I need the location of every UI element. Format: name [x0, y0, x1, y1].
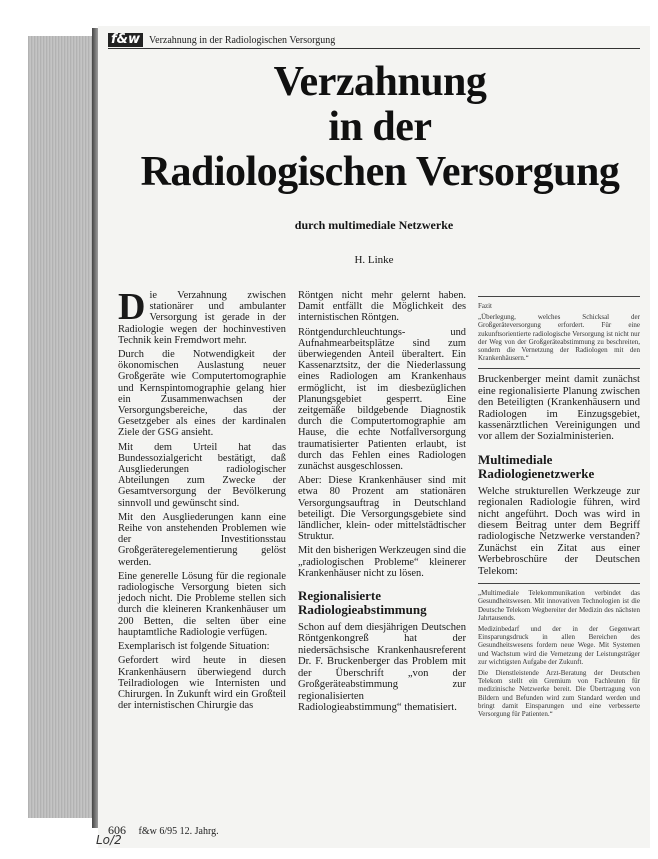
- paragraph: Welche strukturellen Werkzeuge zur regionalen Radiologie führen, wird nicht angeführt. Doch was wird in diesem Beitrag unter dem Begriff radiologische Netzwerke verstanden? Zunächst ein Zitat aus einer Werbebroschüre der Deutschen Telekom:: [478, 485, 640, 577]
- paragraph: Bruckenberger meint damit zunächst eine regionalisierte Planung zwischen den Beteiligten (Krankenhäusern und Radiologen im Einzugsgebiet, kassenärztlichen Vereinigungen und vor allem der Sozialministerien.: [478, 374, 640, 443]
- divider: [478, 583, 640, 584]
- quote-label: Fazit: [478, 302, 492, 310]
- quote-text: „Multimediale Telekommunikation verbindet das Gesundheitswesen. Mit innovativen Technologien ist die Deutsche Telekom Wegbereiter der Medizin des nächsten Jahrtausends.: [478, 589, 640, 622]
- divider: [478, 368, 640, 369]
- paragraph-text: ie Verzahnung zwischen stationärer und ambulanter Versorgung ist gerade in der Radiologie wegen der hochinvestiven Technik kein Fremdwort mehr.: [118, 290, 286, 346]
- text-column-1: [118, 286, 286, 714]
- drop-cap: D: [118, 286, 146, 328]
- page-footer: [108, 823, 468, 838]
- running-header: [108, 32, 640, 49]
- title-line: Radiologischen Versorgung: [140, 149, 620, 195]
- page-number: 606: [108, 823, 126, 837]
- title-line: Verzahnung: [273, 59, 487, 105]
- paragraph: Schon auf dem diesjährigen Deutschen Röntgenkongreß hat der niedersächsische Krankenhausreferent Dr. F. Bruckenberger das Problem mit der Überschrift „von der Großgeräteabstimmung zur regionalisierten Radiologieabstimmung“ thematisiert.: [298, 622, 466, 713]
- paragraph: Mit den Ausgliederungen kann eine Reihe von anstehenden Problemen wie der Investitionsstau Großgeräteregelementierung gelöst werden.: [118, 511, 286, 568]
- paragraph: Mit dem Urteil hat das Bundessozialgericht bestätigt, daß Ausgliederungen radiologischer Abteilungen zum Zwecke der Gesamtversorgung der Bevölkerung sinnvoll und gewünscht sind.: [118, 441, 286, 509]
- paragraph: Durch die Notwendigkeit der ökonomischen Auslastung neuer Großgeräte wie Computertomographie und Kernspintomographie gelang hier ein Zusammenwachsen der Versorgungsbereiche, das der Gesetzgeber als eines der kardinalen Ziele der GSG ansieht.: [118, 349, 286, 439]
- quote-text: Die Dienstleistende Arzt-Beratung der Deutschen Telekom stellt ein Gremium von Fachleuten für medizinische Netzwerke bereit. Die Übertragung von Bildern und Befunden wird zum Standard werden und bringt damit Einsparungen und eine verbesserte Versorgung für Patienten.“: [478, 668, 640, 718]
- handwritten-note: Lo/2: [96, 833, 122, 847]
- book-page-edges: [28, 36, 96, 818]
- quote-text: Medizinbedarf und der in der Gegenwart Einsparungsdruck in allen Bereichen des Gesundheitswesens fordern neue Wege. Mit Systemen und Wachstum wird die Vernetzung der Leistungsträger zur wichtigsten Aufgabe der Zukunft.: [478, 624, 640, 666]
- journal-logo: f&w: [108, 33, 143, 47]
- article-title: [118, 60, 642, 195]
- document-page: [98, 26, 650, 848]
- quote-text: „Überlegung, welches Schicksal der Großgeräteversorgung erfordert. Für eine zukunftsorientierte radiologische Versorgung ist nicht nur der Weg von der Großgeräteabstimmung zu beschreiten, sondern die Vernetzung der Radiologen mit den Krankenhäusern.“: [478, 313, 640, 363]
- section-heading: Regionalisierte Radiologieabstimmung: [298, 588, 427, 618]
- paragraph: Eine generelle Lösung für die regionale radiologische Versorgung bieten sich jedoch nicht. Die Probleme stellen sich durch die kleineren Krankenhäuser um 200 Betten, die selten über eine hauptamtliche Radiologie verfügen.: [118, 570, 286, 638]
- paragraph: Exemplarisch ist folgende Situation:: [118, 641, 270, 653]
- paragraph: Aber: Diese Krankenhäuser sind mit etwa 80 Prozent am stationären Versorgungsauftrag in Deutschland beteiligt. Die Versorgungsgebiete sind ländlicher, klein- oder mittelstädtischer Struktur.: [298, 475, 466, 543]
- divider: [478, 296, 640, 297]
- title-line: in der: [328, 104, 432, 150]
- journal-issue: f&w 6/95 12. Jahrg.: [138, 826, 219, 837]
- article-author: H. Linke: [354, 254, 394, 266]
- paragraph: Mit den bisherigen Werkzeugen sind die „radiologischen Probleme“ kleinerer Krankenhäuser nicht zu lösen.: [298, 545, 466, 579]
- paragraph: Röntgendurchleuchtungs- und Aufnahmearbeitsplätze sind zum überwiegenden Anteil überaltert. Ein Kassenarztsitz, der die Niederlassung eines Radiologen am Krankenhaus ermöglicht, ist im diesbezüglichen Planungsgebiet gesperrt. Eine zeitgemäße bildgebende Diagnostik durch die Computertomographie am Hause, die echte Notfallversorgung traumatisierter Patienten erlaubt, ist durch das Fehlen eines Radiologen zunächst ausgeschlossen.: [298, 326, 466, 473]
- article-subtitle: durch multimediale Netzwerke: [294, 218, 454, 232]
- text-column-2: [298, 290, 466, 716]
- text-column-3: [478, 290, 640, 721]
- paragraph: Röntgen nicht mehr gelernt haben. Damit entfällt die Möglichkeit des internistischen Röntgen.: [298, 290, 466, 324]
- paragraph: Gefordert wird heute in diesen Krankenhäusern überwiegend durch Teilradiologen wie Internisten und Chirurgen. In Zukunft wird ein Großteil der internistischen Chirurgie das: [118, 655, 286, 712]
- section-heading: Multimediale Radiologienetzwerke: [478, 451, 595, 481]
- running-title: Verzahnung in der Radiologischen Versorgung: [149, 34, 336, 46]
- paragraph: [118, 286, 286, 346]
